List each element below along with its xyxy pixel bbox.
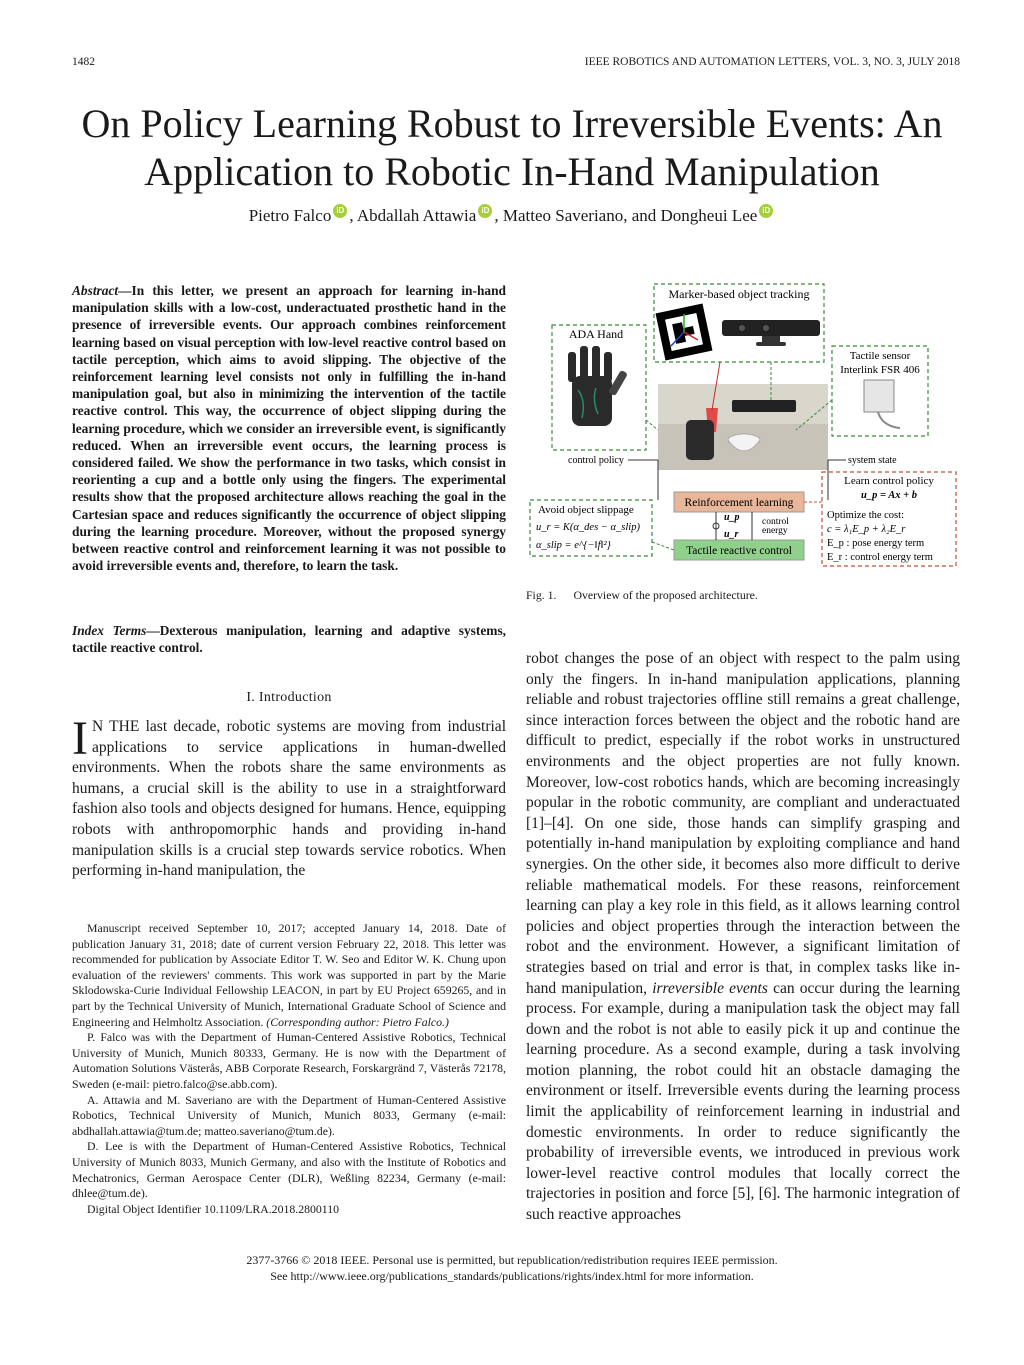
intro-paragraph <box>72 712 506 882</box>
right-column-text-2: can occur during the learning process. For example, during a manipulation task the object may fall down and the robot is not able to easily pick it up and continue the learning procedure. As a second example, during a task involving motion planning, the robot could hit an obstacle damaging the environment or itself. Irreversible events during the learning process limit the applicability of reinforcement learning in industrial and domestic environments. In order to reduce significantly the probability of irreversible events, we introduced in previous work lower-level reactive control modules that locally correct the trajectories in position and force [5], [6]. The harmonic integration of such reactive approaches <box>526 979 961 1224</box>
control-energy-label-1: control <box>762 517 789 527</box>
kinect-camera-icon <box>722 320 820 346</box>
caption-label: Fig. 1. <box>526 588 557 602</box>
ada-hand-label: ADA Hand <box>568 327 624 341</box>
footnote-manuscript-text: Manuscript received September 10, 2017; accepted January 14, 2018. Date of publication January 31, 2018; date of current version February 22, 2018. This letter was recommended for publication by Associate Editor T. W. Seo and Editor W. K. Chung upon evaluation of the reviewers' comments. This work was supported in part by the Marie Sklodowska-Curie Individual Fellowship LEACON, in part by EU Project 659265, and in part by the Technical University of Munich, International Graduate School of Science and Engineering and Helmholtz Association. <box>72 921 506 1029</box>
eq-policy: u_p = Ax + b <box>861 490 917 501</box>
index-terms-label: Index Terms <box>72 623 147 638</box>
eq-alpha: α_slip = e^{−‖f‖²} <box>536 540 611 551</box>
footnotes <box>72 921 506 1217</box>
ur-label: u_r <box>724 529 739 540</box>
tracking-label: Marker-based object tracking <box>668 287 810 301</box>
learn-policy-label: Learn control policy <box>844 475 934 487</box>
architecture-figure <box>526 280 960 580</box>
figure-caption <box>526 588 758 603</box>
ar-marker-icon <box>656 304 713 361</box>
author-1: Pietro Falco <box>248 206 332 225</box>
title-line-1: On Policy Learning Robust to Irreversible Events: An <box>81 101 943 146</box>
footnote-doi: Digital Object Identifier 10.1109/LRA.2018.2800110 <box>87 1201 340 1216</box>
intro-text: N THE last decade, robotic systems are moving from industrial applications to service applications in human-dwelled environments. When the robots share the same environments as humans, a crucial skill is the ability to use in a straightforward fashion also tools and objects designed for humans. Hence, equipping robots with anthropomorphic hands and providing in-hand manipulation skills is a crucial step towards service robotics. When performing in-hand manipulation, the <box>72 718 506 880</box>
up-label: u_p <box>724 512 740 523</box>
ep-desc: E_p : pose energy term <box>827 538 925 549</box>
index-terms <box>72 622 506 656</box>
optimize-label: Optimize the cost: <box>827 510 904 521</box>
orcid-icon[interactable]: iD <box>478 204 492 218</box>
orcid-icon[interactable]: iD <box>333 204 347 218</box>
author-3: , Matteo Saveriano, and Dongheui Lee <box>494 206 758 225</box>
abstract-text: —In this letter, we present an approach for learning in-hand manipulation skills with a low-cost, underactuated prosthetic hand in the presence of irreversible events. Our approach combines reinforcement learning based on visual perception with low-level reactive control based on tactile perception, which aims to avoid slipping. The objective of the reinforcement learning level consists not only in fulfilling the in-hand manipulation goal, but also in minimizing the intervention of the tactile reactive control. This way, the occurrence of object slipping during the learning procedure, which we consider an irreversible event, is significantly reduced. When an irreversible event occurs, the learning process is considered failed. We show the performance in two tasks, which consist in reorienting a cup and a bottle only using the fingers. The experimental results show that the proposed architecture allows reaching the goal in the Cartesian space and reduces significantly the occurrence of object slipping during the learning procedure. Moreover, without the proposed synergy between reactive control and reinforcement learning it was not possible to avoid irreversible events and, therefore, to learn the task. <box>72 283 506 574</box>
page-number: 1482 <box>72 56 95 68</box>
rl-label: Reinforcement learning <box>684 497 794 509</box>
abstract <box>72 282 506 574</box>
footnote-attawia: A. Attawia and M. Saveriano are with the Department of Human-Centered Assistive Robotics, Technical University of Munich, Munich 8033, Germany (e-mail: abdhallah.attawia@tum.de; matteo.saveriano@tum.de). <box>72 1092 506 1138</box>
control-policy-label: control policy <box>568 455 624 466</box>
tactile-control-label: Tactile reactive control <box>686 545 792 557</box>
right-column-paragraph <box>526 649 960 1226</box>
footer-line-2[interactable]: See http://www.ieee.org/publications_standards/publications/rights/index.html for more information. <box>270 1269 754 1283</box>
system-state-label: system state <box>848 455 897 466</box>
slippage-label: Avoid object slippage <box>538 504 634 516</box>
tactile-sensor-label-1: Tactile sensor <box>849 350 911 362</box>
copyright-footer <box>40 1252 984 1284</box>
author-2: , Abdallah Attawia <box>349 206 477 225</box>
author-list <box>40 204 984 226</box>
eq-cost: c = λ₁E_p + λ₂E_r <box>827 524 906 535</box>
robot-hand-icon <box>568 346 628 426</box>
eq-ur: u_r = K(α_des − α_slip) <box>536 522 640 533</box>
orcid-icon[interactable]: iD <box>759 204 773 218</box>
corresponding-author: (Corresponding author: Pietro Falco.) <box>266 1014 449 1029</box>
tactile-sensor-label-2: Interlink FSR 406 <box>840 364 920 376</box>
paper-title <box>40 100 984 196</box>
tactile-sensor-icon <box>864 380 900 428</box>
irreversible-events-emphasis: irreversible events <box>652 979 768 997</box>
setup-photo <box>658 384 828 470</box>
er-desc: E_r : control energy term <box>827 552 933 563</box>
control-energy-label-2: energy <box>762 526 788 536</box>
footnote-falco: P. Falco was with the Department of Human-Centered Assistive Robotics, Technical University of Munich, Munich 80333, Germany. He is now with the Department of Automation Solutions Västerås, ABB Corporate Research, Forskargränd 7, Västerås 72178, Sweden (e-mail: pietro.falco@se.abb.com). <box>72 1030 506 1091</box>
footer-line-1: 2377-3766 © 2018 IEEE. Personal use is permitted, but republication/redistribution requires IEEE permission. <box>246 1253 778 1267</box>
section-heading: I. Introduction <box>246 690 332 705</box>
right-column-text: robot changes the pose of an object with respect to the palm using only the fingers. In in-hand manipulation applications, planning reliable and robust trajectories offline still remains a great challenge, since interaction forces between the object and the robotic hand are difficult to predict, especially if the robot works in unstructured environments and the object properties are not fully known. Moreover, low-cost robotics hands, which are becoming increasingly popular in the robotic community, are compliant and underactuated [1]–[4]. On one side, those hands can simplify grasping and potentially in-hand manipulation by exploiting compliance and hand synergies. On the other side, it becomes also more difficult to derive reliable mathematical models. For these reasons, reinforcement learning can play a key role in this field, as it allows learning control policies and object properties through the interaction between the robot and the environment. However, a significant limitation of strategies based on trial and error is that, in complex tasks like in-hand manipulation, <box>526 650 960 997</box>
connector <box>652 542 674 550</box>
index-terms-text: —Dexterous manipulation, learning and adaptive systems, tactile reactive control. <box>72 623 506 656</box>
abstract-label: Abstract <box>72 283 119 298</box>
journal-header: IEEE ROBOTICS AND AUTOMATION LETTERS, VOL. 3, NO. 3, JULY 2018 <box>584 56 960 68</box>
footnote-manuscript <box>72 921 506 1030</box>
title-line-2: Application to Robotic In-Hand Manipulation <box>144 149 880 194</box>
drop-cap: I <box>72 712 88 765</box>
connector <box>646 420 658 430</box>
caption-text: Overview of the proposed architecture. <box>573 588 758 602</box>
footnote-lee: D. Lee is with the Department of Human-Centered Assistive Robotics, Technical University of Munich 8033, Munich Germany, and also with the Institute of Robotics and Mechatronics, German Aerospace Center (DLR), Weßling 82234, Germany (e-mail: dhlee@tum.de). <box>72 1139 506 1201</box>
